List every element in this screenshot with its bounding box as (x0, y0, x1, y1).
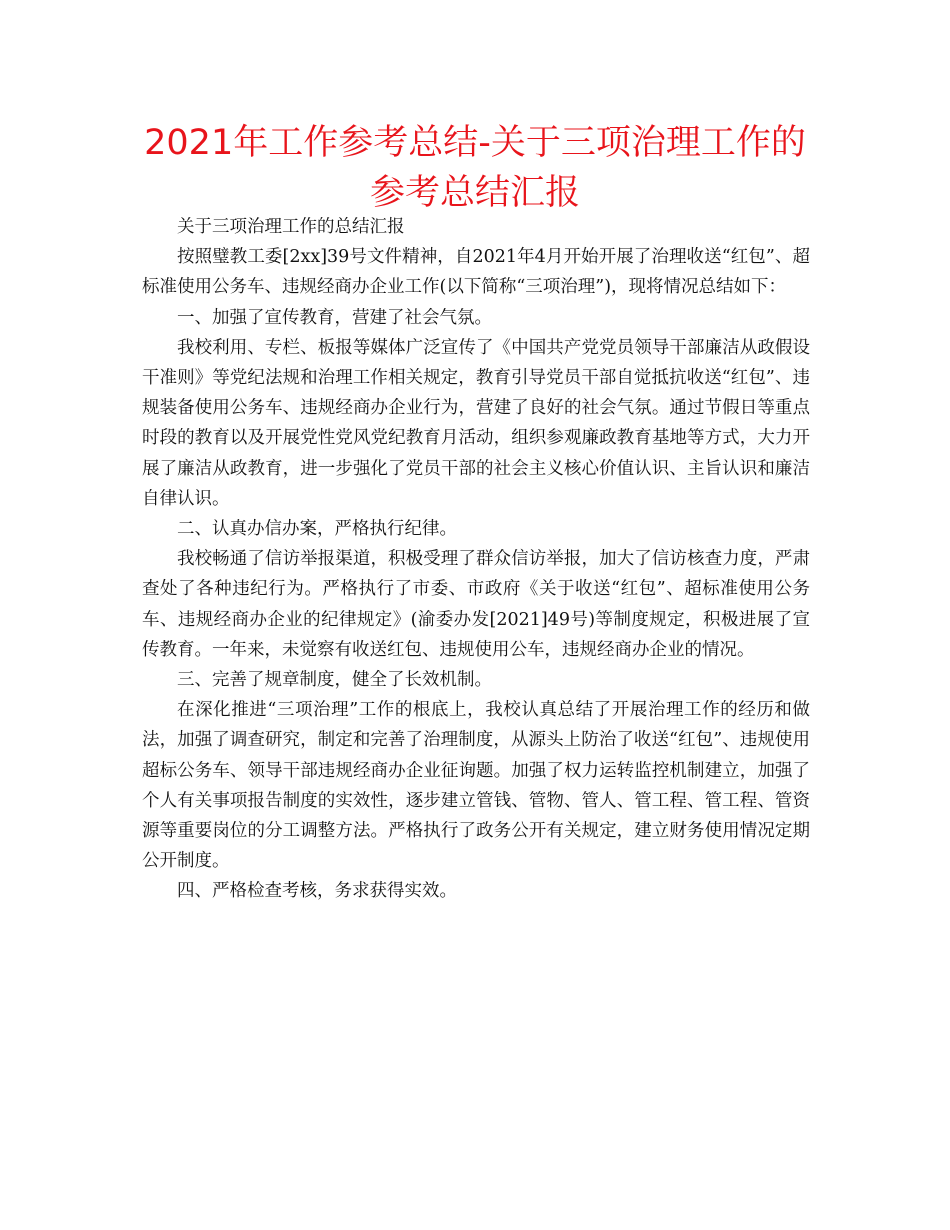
document-title: 2021年工作参考总结-关于三项治理工作的参考总结汇报 (144, 123, 806, 213)
section-body-1: 我校利用、专栏、板报等媒体广泛宣传了《中国共产党党员领导干部廉洁从政假设干准则》等党纪法规和治理工作相关规定，教育引导党员干部自觉抵抗收送“红包”、违规装备使用公务车、违规经商办企业行为，营建了良好的社会气氛。通过节假日等重点时段的教育以及开展党性党风党纪教育月活动，组织参观廉政教育基地等方式，大力开展了廉洁从政教育，进一步强化了党员干部的社会主义核心价值认识、主旨认识和廉洁自律认识。 (142, 337, 810, 509)
section-heading-3: 三、完善了规章制度，健全了长效机制。 (177, 670, 492, 691)
paragraph-heading: 关于三项治理工作的总结汇报 (177, 217, 405, 237)
section-body-3: 在深化推进“三项治理”工作的根底上，我校认真总结了开展治理工作的经历和做法，加强了调查研究，制定和完善了治理制度，从源头上防治了收送“红包”、违规使用超标公务车、领导干部违规经商办企业征询题。加强了权力运转监控机制建立，加强了个人有关事项报告制度的实效性，逐步建立管钱、管物、管人、管工程、管工程、管资源等重要岗位的分工调整方法。严格执行了政务公开有关规定，建立财务使用情况定期公开制度。 (142, 700, 810, 872)
paragraph-intro: 按照璧教工委[2xx]39号文件精神，自2021年4月开始开展了治理收送“红包”、超标准使用公务车、违规经商办企业工作(以下简称“三项治理”)，现将情况总结如下： (142, 247, 810, 298)
section-heading-1: 一、加强了宣传教育，营建了社会气氛。 (177, 307, 492, 328)
section-heading-4: 四、严格检查考核，务求获得实效。 (177, 881, 457, 902)
section-body-2: 我校畅通了信访举报渠道，积极受理了群众信访举报，加大了信访核查力度，严肃查处了各种违纪行为。严格执行了市委、市政府《关于收送“红包”、超标准使用公务车、违规经商办企业的纪律规定》(渝委办发[2021]49号)等制度规定，积极进展了宣传教育。一年来，未觉察有收送红包、违规使用公车，违规经商办企业的情况。 (142, 549, 810, 660)
section-heading-2: 二、认真办信办案，严格执行纪律。 (177, 519, 457, 540)
document-body (142, 212, 810, 907)
